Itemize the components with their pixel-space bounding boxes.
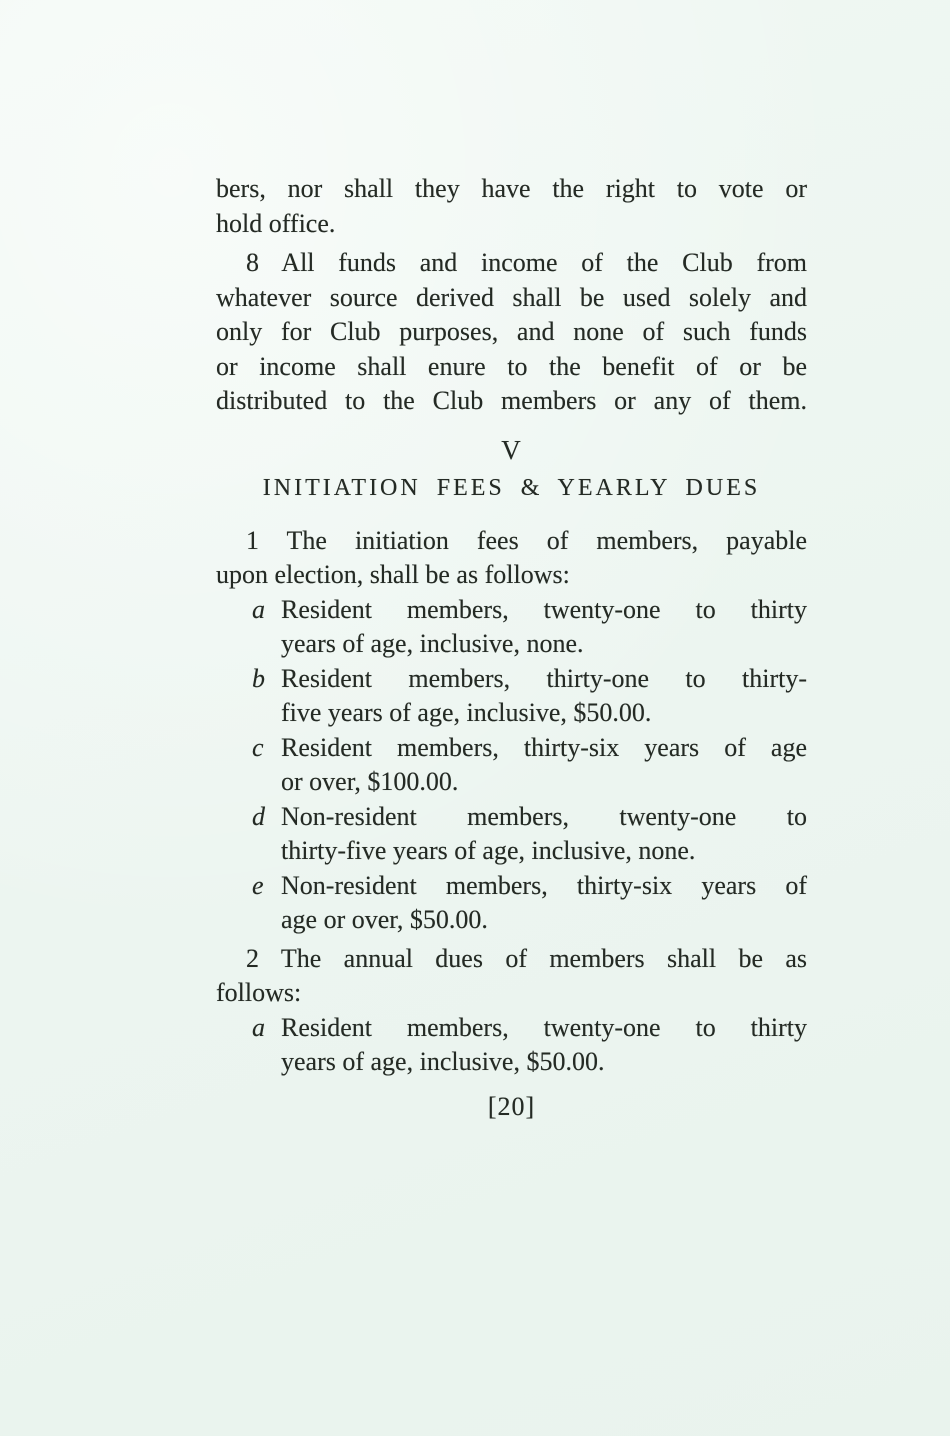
section-heading: INITIATION FEES & YEARLY DUES	[262, 474, 761, 501]
text-line: 8 All funds and income of the Club from	[246, 248, 807, 277]
section-number: V	[501, 434, 522, 465]
text-line: upon election, shall be as follows:	[216, 560, 570, 589]
text-line: thirty-five years of age, inclusive, none.	[281, 836, 696, 865]
text-line: Resident members, thirty-one to thirty-	[281, 663, 807, 693]
list-item-c	[216, 731, 807, 800]
text-line: bers, nor shall they have the right to vote or	[216, 174, 807, 203]
text-line: years of age, inclusive, none.	[281, 629, 584, 658]
page-number: [20]	[487, 1091, 536, 1121]
text-line: only for Club purposes, and none of such funds	[216, 317, 807, 346]
list-item-b	[216, 662, 807, 731]
paragraph	[216, 942, 807, 1011]
item-letter: d	[252, 801, 265, 831]
text-line: Non-resident members, twenty-one to	[281, 801, 807, 831]
text-line: or over, $100.00.	[281, 767, 459, 796]
text-line: age or over, $50.00.	[281, 905, 488, 934]
paragraph	[216, 246, 807, 419]
list-item-a	[216, 1011, 807, 1080]
page-content	[216, 172, 807, 1122]
text-line: or income shall enure to the benefit of or be	[216, 351, 807, 381]
text-line: five years of age, inclusive, $50.00.	[281, 698, 652, 727]
text-line: distributed to the Club members or any of them.	[216, 386, 807, 415]
text-line: Resident members, thirty-six years of age	[281, 732, 807, 762]
text-line: years of age, inclusive, $50.00.	[281, 1047, 605, 1076]
text-line: whatever source derived shall be used solely and	[216, 282, 807, 312]
list-item-d	[216, 800, 807, 869]
text-line: Non-resident members, thirty-six years of	[281, 870, 807, 900]
item-letter: b	[252, 663, 265, 693]
item-letter: a	[252, 1012, 265, 1042]
text-line: Resident members, twenty-one to thirty	[281, 1012, 807, 1042]
item-letter: e	[252, 870, 264, 900]
text-line: hold office.	[216, 208, 336, 238]
list-item-e	[216, 869, 807, 938]
paragraph	[216, 524, 807, 593]
text-line: 2 The annual dues of members shall be as	[246, 943, 807, 973]
text-line: Resident members, twenty-one to thirty	[281, 594, 807, 624]
paragraph	[216, 172, 807, 241]
text-line: 1 The initiation fees of members, payable	[246, 525, 807, 555]
text-line: follows:	[216, 978, 302, 1007]
list-item-a	[216, 593, 807, 662]
item-letter: a	[252, 594, 265, 624]
item-letter: c	[252, 732, 264, 762]
